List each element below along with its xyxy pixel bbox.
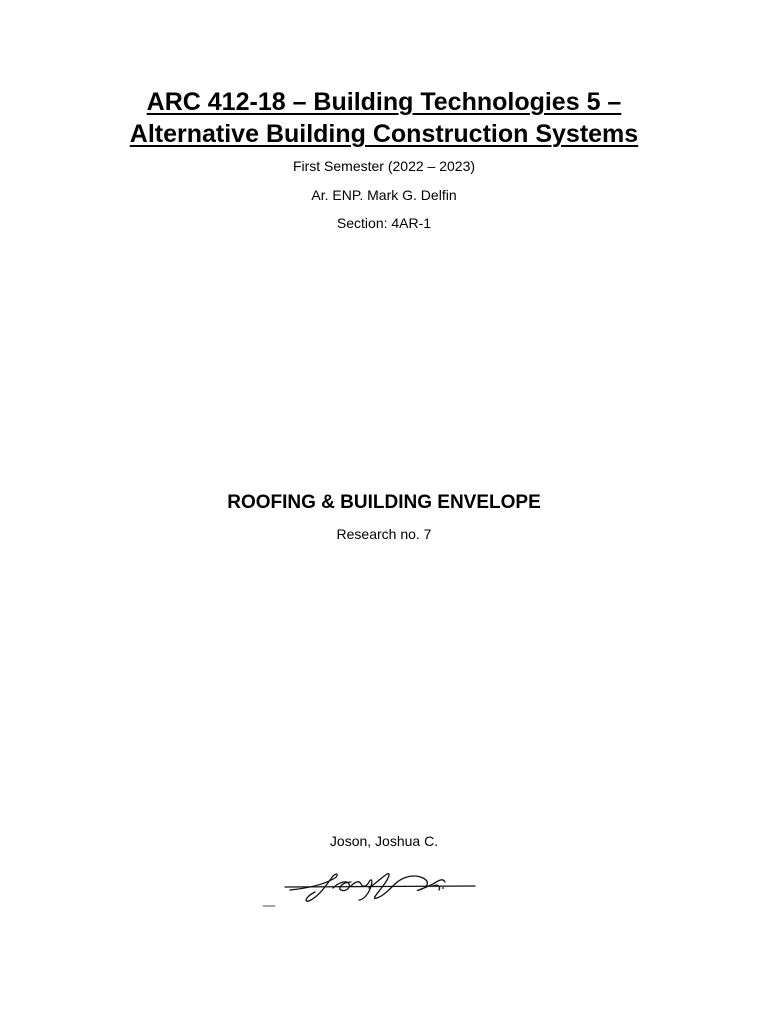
section-text: Section: 4AR-1 (336, 215, 432, 231)
research-number: Research no. 7 (336, 526, 432, 542)
author-name: Joson, Joshua C. (329, 833, 439, 849)
research-title: ROOFING & BUILDING ENVELOPE (227, 492, 541, 513)
course-title-line-1: ARC 412-18 – Building Technologies 5 – (146, 88, 622, 116)
course-title-line-2: Alternative Building Construction Systems (129, 120, 639, 148)
course-title (0, 86, 768, 150)
handwritten-signature-icon (255, 864, 495, 914)
instructor-text: Ar. ENP. Mark G. Delfin (311, 187, 457, 203)
semester-text: First Semester (2022 – 2023) (292, 158, 476, 174)
